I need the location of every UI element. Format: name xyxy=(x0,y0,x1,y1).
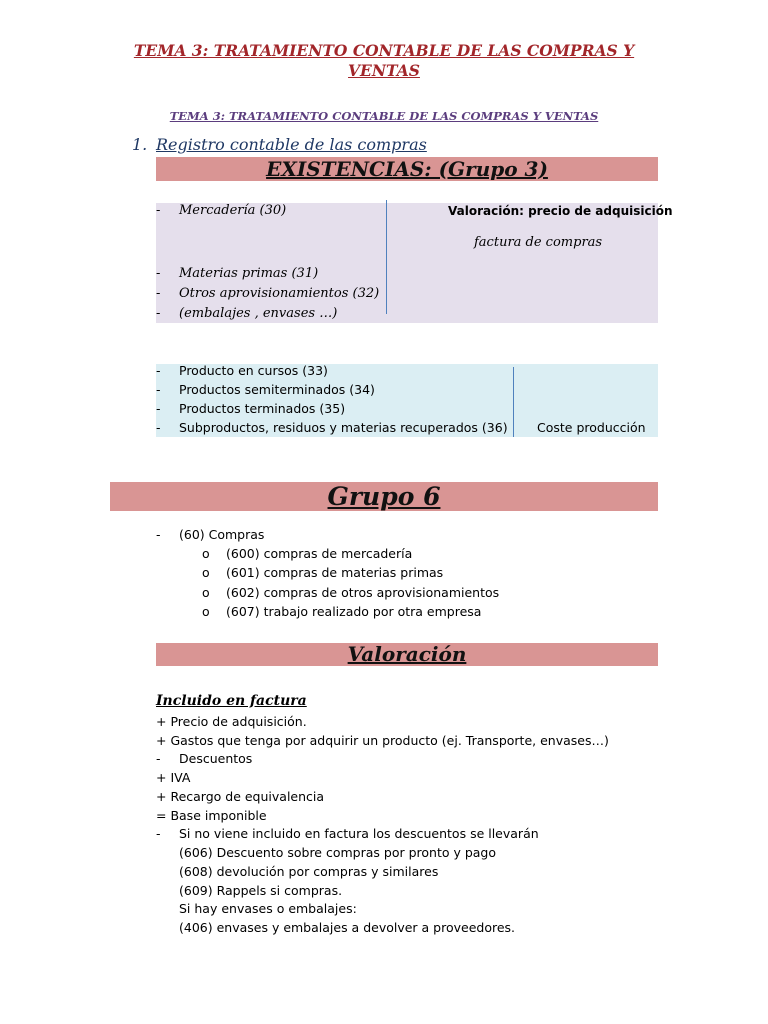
grupo6-sub-item: o (602) compras de otros aprovisionamientos xyxy=(202,585,500,600)
valuation-label: Valoración: precio de adquisición xyxy=(448,204,673,218)
box2-valuation: Coste producción xyxy=(537,420,646,435)
box1-item: - Materias primas (31) xyxy=(156,266,319,281)
grupo6-title: Grupo 6 xyxy=(327,482,441,511)
box1-item: - Mercadería (30) xyxy=(156,203,287,218)
box1-item: - (embalajes , envases …) xyxy=(156,306,338,321)
section-title: Registro contable de las compras xyxy=(156,135,427,154)
valoracion-line: (608) devolución por compras y similares xyxy=(179,864,439,879)
valoracion-line: (406) envases y embalajes a devolver a proveedores. xyxy=(179,920,516,935)
valoracion-line: = Base imponible xyxy=(156,808,267,823)
section-number: 1. xyxy=(132,135,148,154)
box1-item: - Otros aprovisionamientos (32) xyxy=(156,286,380,301)
valoracion-line: - Descuentos xyxy=(156,751,253,766)
valoracion-line: + Gastos que tenga por adquirir un producto (ej. Transporte, envases…) xyxy=(156,733,609,748)
box2-item: - Productos terminados (35) xyxy=(156,401,346,416)
valoracion-line: (609) Rappels si compras. xyxy=(179,883,343,898)
existencias-title: EXISTENCIAS: (Grupo 3) xyxy=(266,157,548,181)
existencias-band xyxy=(156,157,658,181)
valoracion-line: + Recargo de equivalencia xyxy=(156,789,325,804)
valoracion-line: - Si no viene incluido en factura los descuentos se llevarán xyxy=(156,826,539,841)
valoracion-line: Si hay envases o embalajes: xyxy=(179,901,357,916)
box2-item: - Subproductos, residuos y materias recuperados (36) xyxy=(156,420,508,435)
grupo6-sub-item: o (601) compras de materias primas xyxy=(202,565,444,580)
document-subtitle: TEMA 3: TRATAMIENTO CONTABLE DE LAS COMPRAS Y VENTAS xyxy=(169,109,599,123)
valoracion-line: (606) Descuento sobre compras por pronto y pago xyxy=(179,845,497,860)
grupo6-band xyxy=(110,482,658,511)
grupo6-sub-item: o (600) compras de mercadería xyxy=(202,546,413,561)
valoracion-band xyxy=(156,643,658,666)
box2-item: - Productos semiterminados (34) xyxy=(156,382,375,397)
document-title: TEMA 3: TRATAMIENTO CONTABLE DE LAS COMPRAS Y VENTAS xyxy=(133,41,635,80)
box1-divider xyxy=(386,200,387,314)
box2-item: - Producto en cursos (33) xyxy=(156,363,328,378)
box2-divider xyxy=(513,367,514,437)
valuation-formula: factura de compras xyxy=(474,235,603,250)
valoracion-line: + Precio de adquisición. xyxy=(156,714,307,729)
valoracion-line: + IVA xyxy=(156,770,191,785)
grupo6-main-item: - (60) Compras xyxy=(156,527,265,542)
valoracion-subheading: Incluido en factura xyxy=(156,693,307,709)
valoracion-title: Valoración xyxy=(347,642,467,666)
grupo6-sub-item: o (607) trabajo realizado por otra empresa xyxy=(202,604,482,619)
section-heading xyxy=(132,135,427,154)
